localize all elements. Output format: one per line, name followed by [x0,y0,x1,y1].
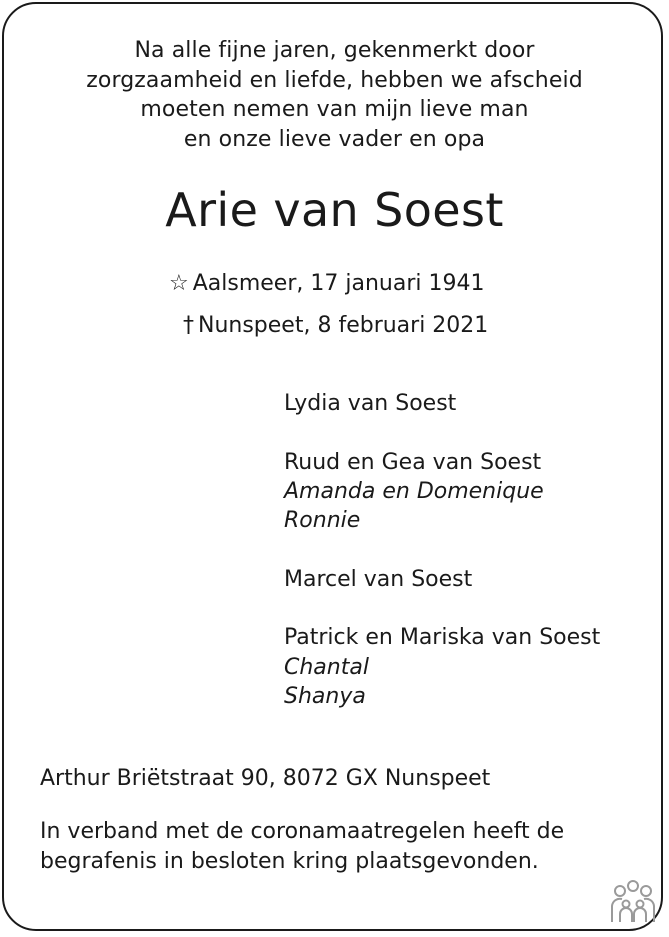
intro-line: Na alle fijne jaren, gekenmerkt door [134,38,535,63]
death-date-text: Nunspeet, 8 februari 2021 [198,313,489,338]
intro-line: en onze lieve vader en opa [183,126,486,152]
funeral-notice [40,817,564,877]
death-date [183,311,488,341]
intro-line: zorgzaamheid en liefde, hebben we afscheid [86,67,583,93]
family-group [284,448,600,536]
grandchild: Chantal [284,654,369,680]
deceased-name: Arie van Soest [165,183,504,237]
star-icon: ☆ [169,271,189,296]
family-member: Ruud en Gea van Soest [284,449,542,475]
family-people-icon [608,880,658,924]
family-member: Marcel van Soest [284,566,473,592]
grandchild: Amanda en Domenique [284,478,544,504]
family-list [284,389,600,711]
notice-line: In verband met de coronamaatregelen heeft de [40,819,565,844]
family-member: Patrick en Mariska van Soest [284,625,601,651]
family-group [284,389,600,418]
family-group [284,565,600,594]
family-member: Lydia van Soest [284,391,457,416]
address: Arthur Briëtstraat 90, 8072 GX Nunspeet [40,766,491,791]
notice-line: begrafenis in besloten kring plaatsgevonden. [40,849,539,874]
family-group [284,623,600,711]
birth-date [169,269,484,299]
cross-icon: † [183,313,194,338]
intro-text [0,36,669,154]
grandchild: Shanya [284,683,366,709]
grandchild: Ronnie [284,508,361,534]
intro-line: moeten nemen van mijn lieve man [140,97,529,122]
birth-date-text: Aalsmeer, 17 januari 1941 [192,271,485,296]
